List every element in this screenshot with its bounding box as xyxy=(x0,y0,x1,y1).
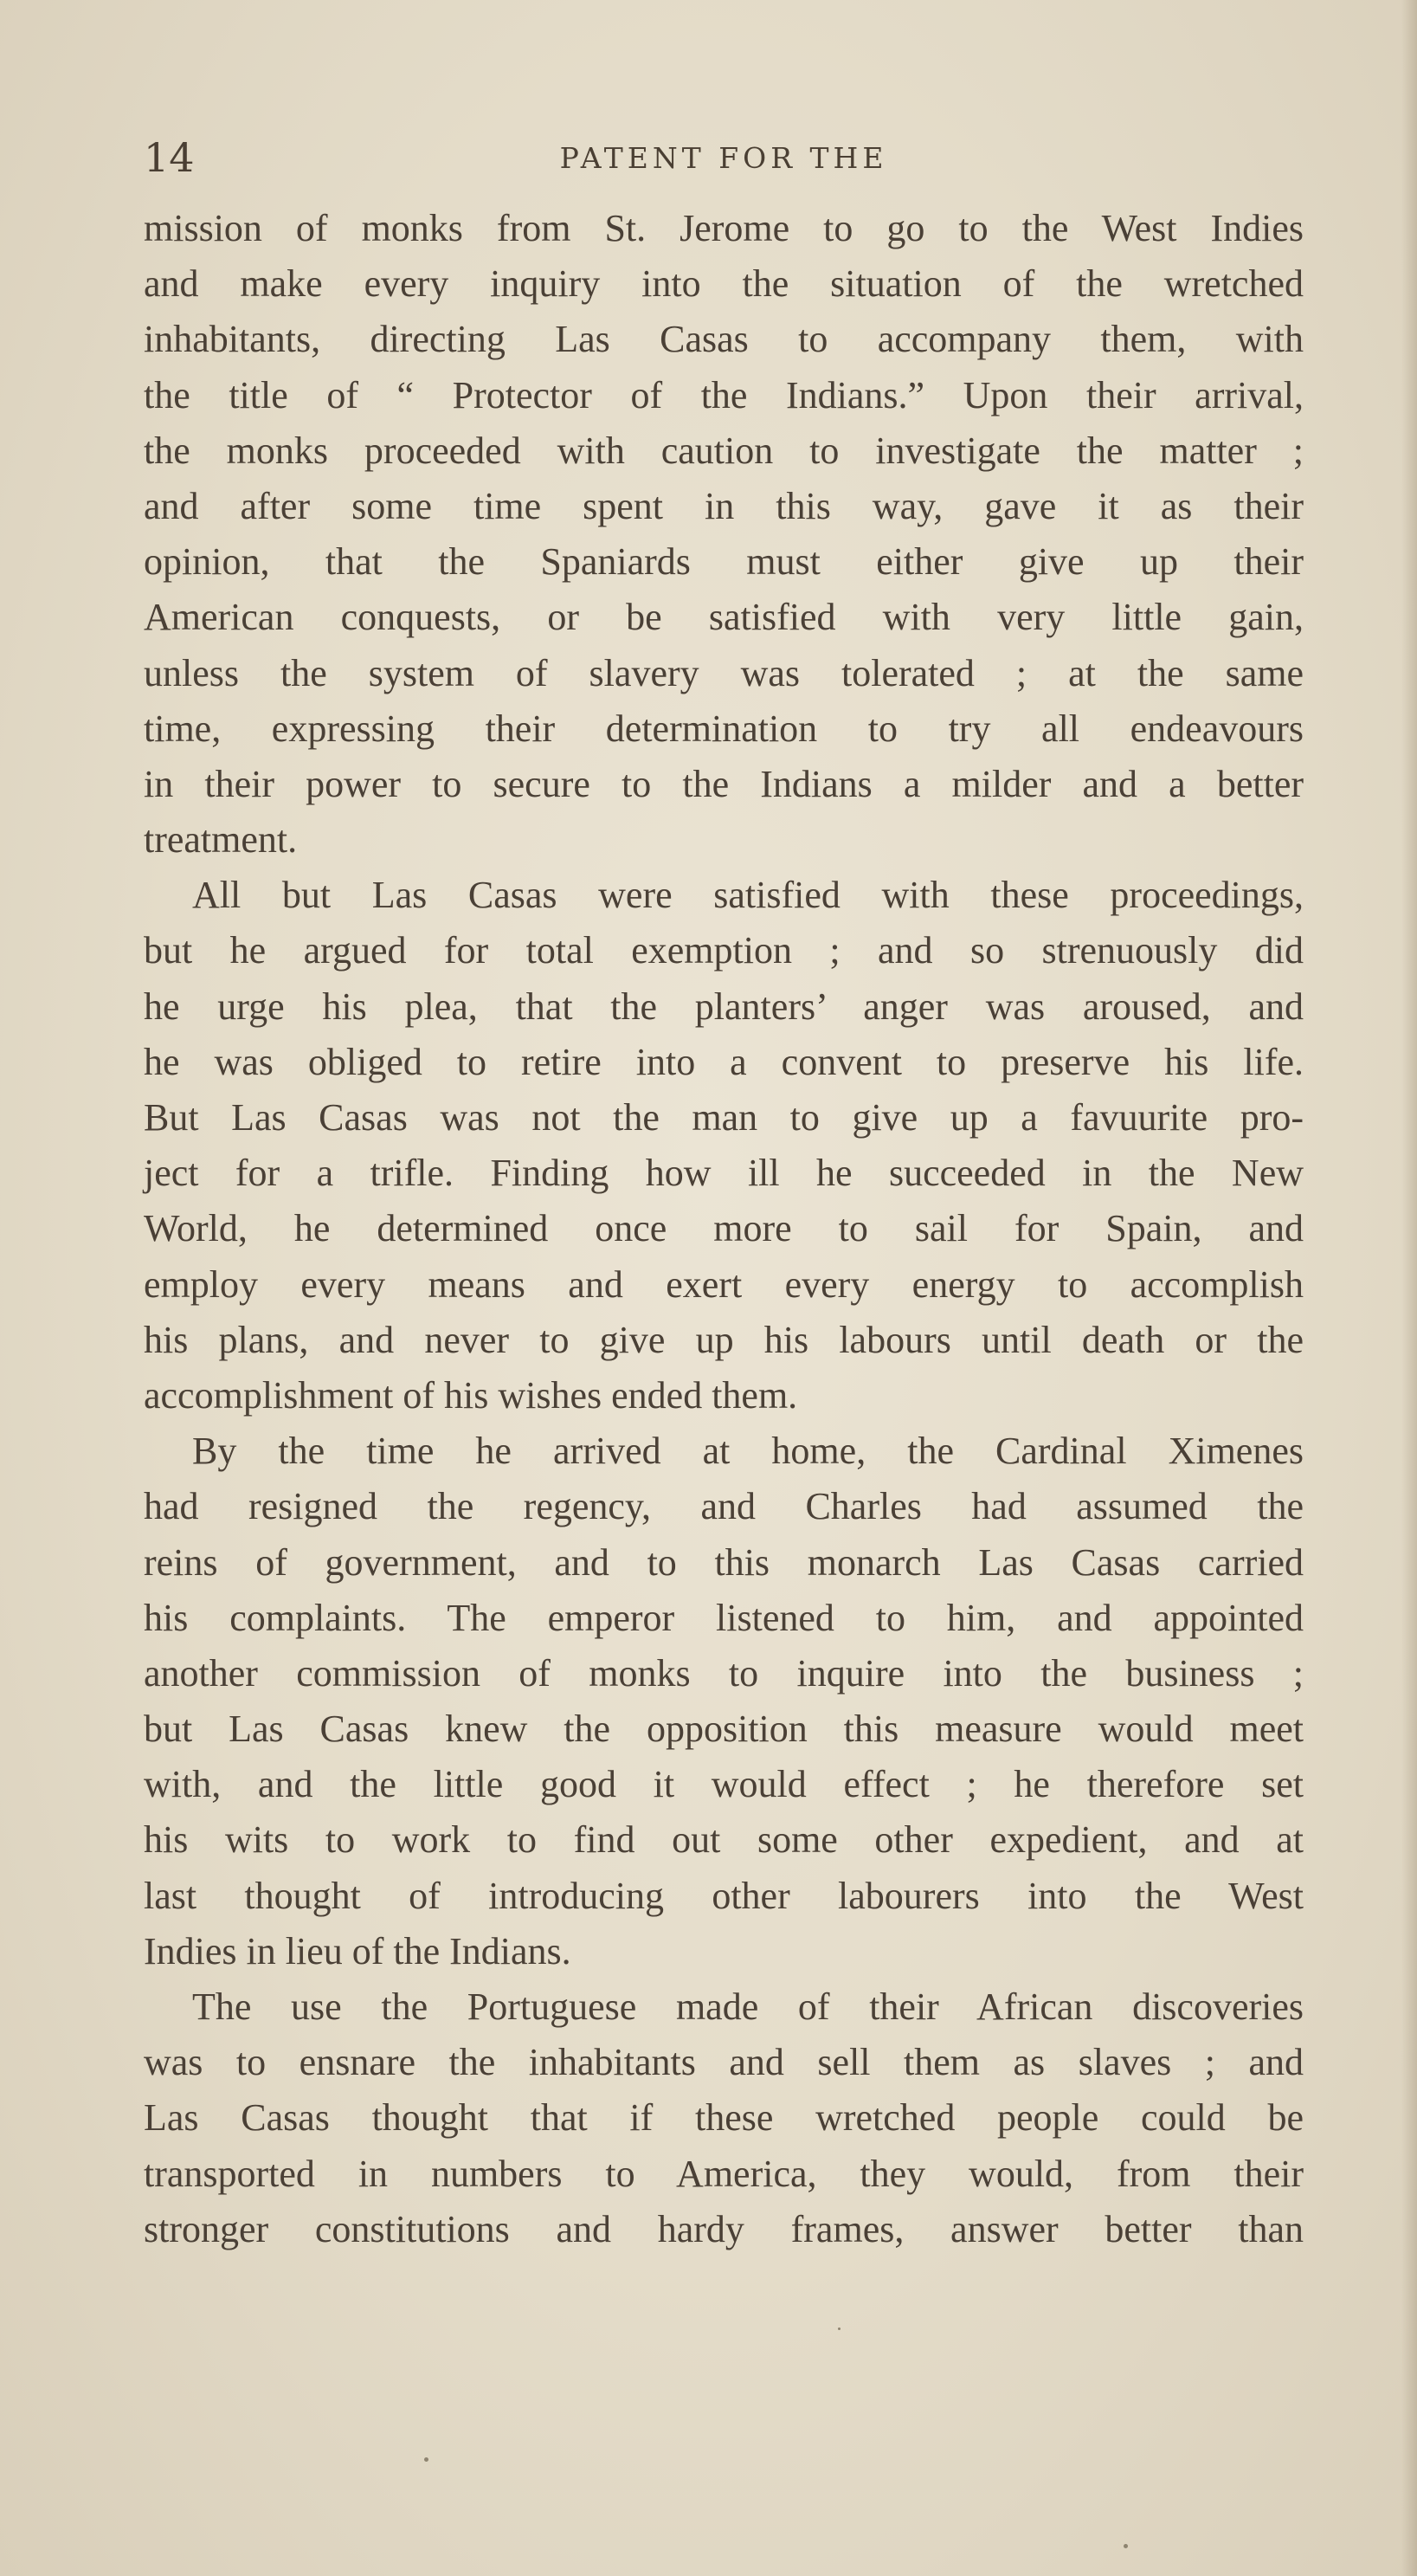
text-line: opinion, that the Spaniards must either give up their xyxy=(144,540,1304,584)
text-line: Las Casas thought that if these wretched people could be xyxy=(144,2096,1304,2140)
text-line: inhabitants, directing Las Casas to accompany them, with xyxy=(144,318,1304,361)
text-line: The use the Portuguese made of their African discoveries xyxy=(192,1985,1304,2028)
paper-speck xyxy=(838,2327,841,2330)
running-title: PATENT FOR THE xyxy=(559,141,888,175)
text-line: another commission of monks to inquire into the business ; xyxy=(144,1651,1304,1695)
text-line: but he argued for total exemption ; and so strenuously did xyxy=(144,929,1304,972)
paragraph-2 xyxy=(144,868,1304,1424)
text-line: time, expressing their determination to try all endeavours xyxy=(144,707,1304,750)
paper-speck xyxy=(1124,2544,1128,2548)
running-head xyxy=(144,132,1304,184)
text-line: but Las Casas knew the opposition this measure would meet xyxy=(144,1708,1304,1751)
text-line: stronger constitutions and hardy frames, answer better than xyxy=(144,2207,1304,2250)
text-line: the monks proceeded with caution to investigate the matter ; xyxy=(144,429,1304,472)
text-line: he urge his plea, that the planters’ anger was aroused, and xyxy=(144,985,1304,1028)
text-line: ject for a trifle. Finding how ill he succeeded in the New xyxy=(144,1152,1304,1195)
text-line: American conquests, or be satisfied with very little gain, xyxy=(144,596,1304,639)
text-line: and after some time spent in this way, gave it as their xyxy=(144,484,1304,527)
page-edge-shadow xyxy=(1401,0,1417,2576)
text-line: in their power to secure to the Indians a milder and a better xyxy=(144,762,1304,805)
text-line: had resigned the regency, and Charles had assumed the xyxy=(144,1485,1304,1528)
text-line: and make every inquiry into the situation of the wretched xyxy=(144,262,1304,306)
text-line: with, and the little good it would effect ; he therefore set xyxy=(144,1763,1304,1806)
text-line: his complaints. The emperor listened to him, and appointed xyxy=(144,1596,1304,1639)
paragraph-3 xyxy=(144,1424,1304,1979)
text-line: employ every means and exert every energy to accomplish xyxy=(144,1262,1304,1306)
page-number: 14 xyxy=(144,134,195,181)
text-line: By the time he arrived at home, the Cardinal Ximenes xyxy=(192,1430,1304,1473)
text-line: treatment. xyxy=(144,818,298,862)
text-line: reins of government, and to this monarch Las Casas carried xyxy=(144,1540,1304,1584)
text-line: was to ensnare the inhabitants and sell them as slaves ; and xyxy=(144,2041,1304,2084)
text-line: World, he determined once more to sail for Spain, and xyxy=(144,1207,1304,1250)
text-line: transported in numbers to America, they would, from their xyxy=(144,2152,1304,2195)
body-text xyxy=(144,201,1304,2257)
paper-speck xyxy=(424,2457,428,2462)
text-line: mission of monks from St. Jerome to go to the West Indies xyxy=(144,207,1304,249)
text-line: the title of “ Protector of the Indians.” Upon their arrival, xyxy=(144,373,1304,416)
text-line: his plans, and never to give up his labours until death or the xyxy=(144,1318,1304,1361)
text-line: Indies in lieu of the Indians. xyxy=(144,1929,571,1972)
text-line: unless the system of slavery was tolerated ; at the same xyxy=(144,651,1304,694)
text-line: But Las Casas was not the man to give up a favuurite pro- xyxy=(144,1096,1304,1139)
paragraph-1 xyxy=(144,201,1304,868)
text-line: All but Las Casas were satisfied with these proceedings, xyxy=(192,874,1304,917)
paragraph-4 xyxy=(144,1979,1304,2257)
text-line: his wits to work to find out some other expedient, and at xyxy=(144,1818,1304,1862)
text-line: he was obliged to retire into a convent to preserve his life. xyxy=(144,1040,1304,1083)
text-line: last thought of introducing other labourers into the West xyxy=(144,1874,1304,1917)
text-line: accomplishment of his wishes ended them. xyxy=(144,1373,798,1417)
